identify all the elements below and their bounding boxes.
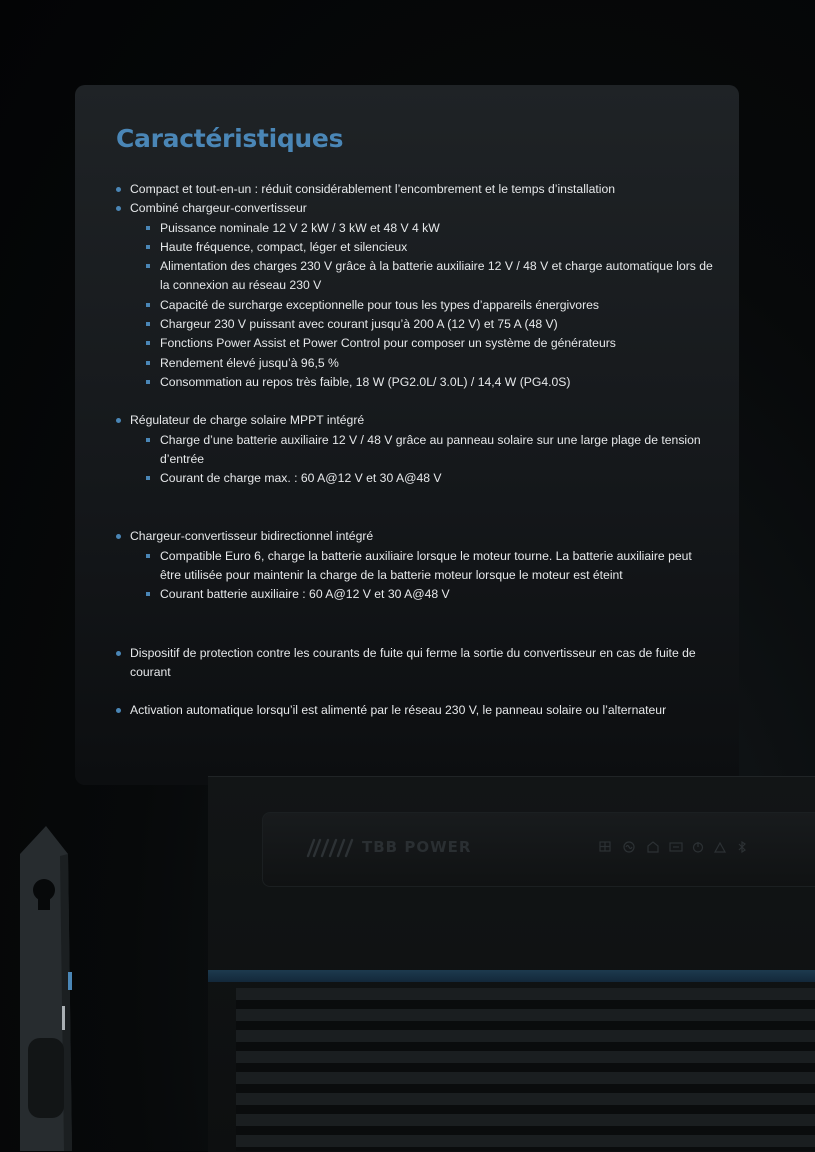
device-vents <box>236 988 815 1151</box>
feature-subitem: Puissance nominale 12 V 2 kW / 3 kW et 48 V 4 kW <box>146 219 716 238</box>
feature-sublist <box>130 219 716 393</box>
feature-subitem: Rendement élevé jusqu’à 96,5 % <box>146 354 716 373</box>
feature-subitem: Charge d’une batterie auxiliaire 12 V / 48 V grâce au panneau solaire sur une large plage de tension d’entrée <box>146 431 716 470</box>
feature-item <box>116 199 716 392</box>
battery-icon <box>670 843 682 851</box>
mounting-bracket-icon <box>18 826 74 1151</box>
feature-text: Régulateur de charge solaire MPPT intégré <box>130 413 365 428</box>
pv-icon <box>600 842 610 851</box>
feature-text: Combiné chargeur-convertisseur <box>130 201 307 216</box>
feature-subitem: Compatible Euro 6, charge la batterie auxiliaire lorsque le moteur tourne. La batterie auxiliaire peut être utilisée pour maintenir la charge de la batterie moteur lorsque le moteur est éteint <box>146 547 716 586</box>
features-list <box>116 180 716 721</box>
feature-text: Dispositif de protection contre les courants de fuite qui ferme la sortie du convertisseur en cas de fuite de courant <box>130 645 696 679</box>
home-icon <box>648 842 658 852</box>
feature-item <box>116 180 716 199</box>
feature-item <box>116 527 716 604</box>
feature-subitem: Capacité de surcharge exceptionnelle pour tous les types d’appareils énergivores <box>146 296 716 315</box>
page-title: Caractéristiques <box>116 124 344 153</box>
feature-subitem: Haute fréquence, compact, léger et silencieux <box>146 238 716 257</box>
feature-sublist <box>130 431 716 489</box>
feature-text: Compact et tout-en-un : réduit considérablement l’encombrement et le temps d’installation <box>130 182 616 196</box>
brand-name: TBB POWER <box>362 838 472 856</box>
feature-subitem: Consommation au repos très faible, 18 W (PG2.0L/ 3.0L) / 14,4 W (PG4.0S) <box>146 373 716 392</box>
feature-subitem: Alimentation des charges 230 V grâce à la batterie auxiliaire 12 V / 48 V et charge automatique lors de la connexion au réseau 230 V <box>146 257 716 296</box>
power-icon <box>694 842 703 852</box>
feature-item <box>116 411 716 488</box>
device-accent-strip <box>208 970 815 982</box>
feature-subitem: Chargeur 230 V puissant avec courant jusqu’à 200 A (12 V) et 75 A (48 V) <box>146 315 716 334</box>
feature-item <box>116 644 716 683</box>
status-icons <box>598 840 758 854</box>
feature-text: Chargeur-convertisseur bidirectionnel intégré <box>130 529 374 544</box>
feature-subitem: Courant de charge max. : 60 A@12 V et 30 A@48 V <box>146 469 716 488</box>
feature-text: Activation automatique lorsqu’il est alimenté par le réseau 230 V, le panneau solaire ou l’alternateur <box>130 703 667 718</box>
brand-logo-icon <box>304 834 356 860</box>
ac-icon <box>624 842 634 852</box>
feature-subitem: Fonctions Power Assist et Power Control pour composer un système de générateurs <box>146 334 716 353</box>
feature-sublist <box>130 547 716 605</box>
warning-icon <box>715 843 725 852</box>
feature-subitem: Courant batterie auxiliaire : 60 A@12 V et 30 A@48 V <box>146 585 716 604</box>
feature-item <box>116 701 716 720</box>
bluetooth-icon <box>739 842 745 852</box>
